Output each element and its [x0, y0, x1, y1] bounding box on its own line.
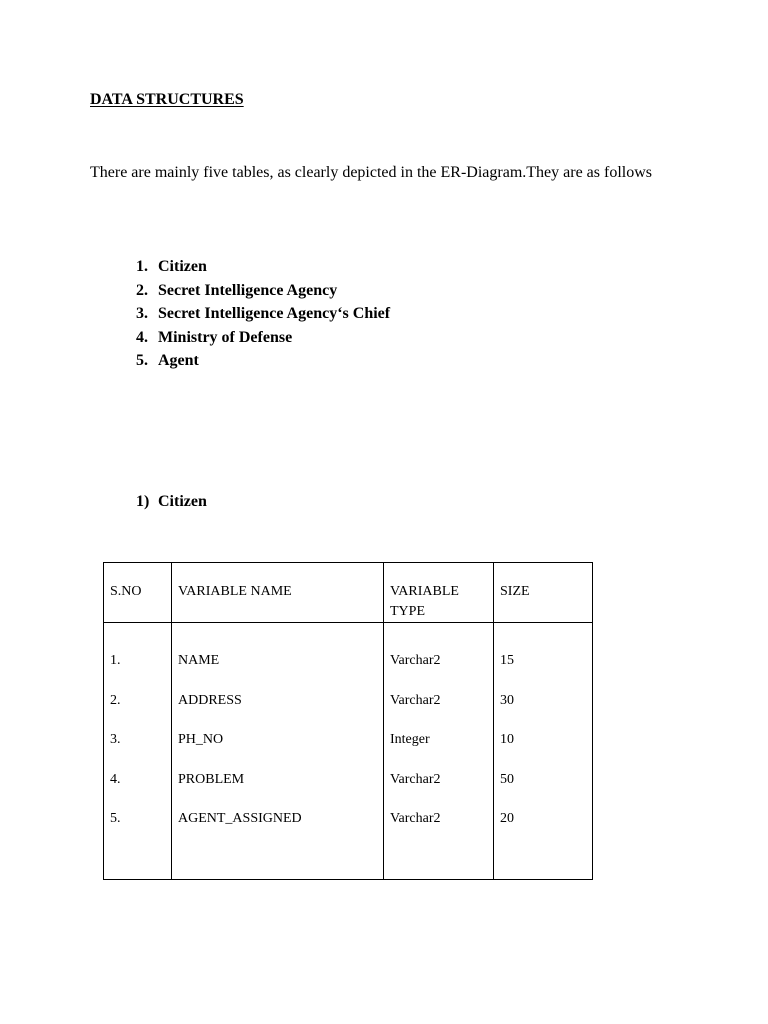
section-label: Citizen [158, 493, 207, 510]
table-cell: 30 [500, 692, 514, 708]
list-number: 2. [136, 281, 148, 299]
table-cell: 50 [500, 771, 514, 787]
sno-column [104, 623, 172, 880]
table-cell: PROBLEM [178, 771, 245, 787]
list-label: Citizen [158, 258, 207, 275]
list-label: Agent [158, 352, 199, 369]
table-cell: ADDRESS [178, 692, 242, 708]
citizen-table [103, 562, 593, 880]
list-item [136, 326, 390, 350]
table-cell: NAME [178, 653, 220, 668]
table-cell: 10 [500, 732, 514, 748]
variable-name-column [172, 623, 384, 880]
list-item [136, 349, 390, 373]
table-cell: Integer [390, 732, 430, 748]
list-item [136, 255, 390, 279]
list-item [136, 279, 390, 303]
tables-list [136, 255, 390, 373]
table-cell: PH_NO [178, 732, 224, 748]
table-cell: Varchar2 [390, 811, 441, 827]
section-title-citizen [136, 491, 207, 513]
table-cell: AGENT_ASSIGNED [178, 811, 302, 827]
table-cell: 2. [110, 692, 121, 708]
table-cell: 20 [500, 811, 514, 827]
list-number: 3. [136, 305, 148, 322]
list-number: 4. [136, 328, 148, 346]
table-header-row [104, 563, 593, 623]
size-column [494, 623, 593, 880]
page-title: DATA STRUCTURES [90, 91, 244, 108]
table-cell: 4. [110, 771, 121, 787]
list-label: Secret Intelligence Agency [158, 281, 338, 299]
section-number: 1) [136, 493, 150, 510]
intro-paragraph: There are mainly five tables, as clearly depicted in the ER-Diagram.They are as follows  [90, 164, 665, 181]
table-cell: 3. [110, 732, 121, 748]
header-sno: S.NO [104, 563, 172, 623]
table-cell: 1. [110, 653, 121, 668]
table-cell: 15 [500, 653, 514, 668]
header-size: SIZE [494, 563, 593, 623]
header-variable-name: VARIABLE NAME [172, 563, 384, 623]
table-cell: 5. [110, 811, 121, 827]
table-body-row [104, 623, 593, 880]
variable-type-column [384, 623, 494, 880]
table-cell: Varchar2 [390, 692, 441, 708]
table-cell: Varchar2 [390, 653, 441, 668]
list-number: 5. [136, 352, 148, 369]
table-cell: Varchar2 [390, 771, 441, 787]
list-label: Secret Intelligence Agency‘s Chief [158, 305, 391, 322]
list-label: Ministry of Defense [158, 328, 293, 346]
header-variable-type: VARIABLE TYPE [384, 563, 494, 623]
list-number: 1. [136, 258, 148, 275]
list-item [136, 302, 390, 326]
